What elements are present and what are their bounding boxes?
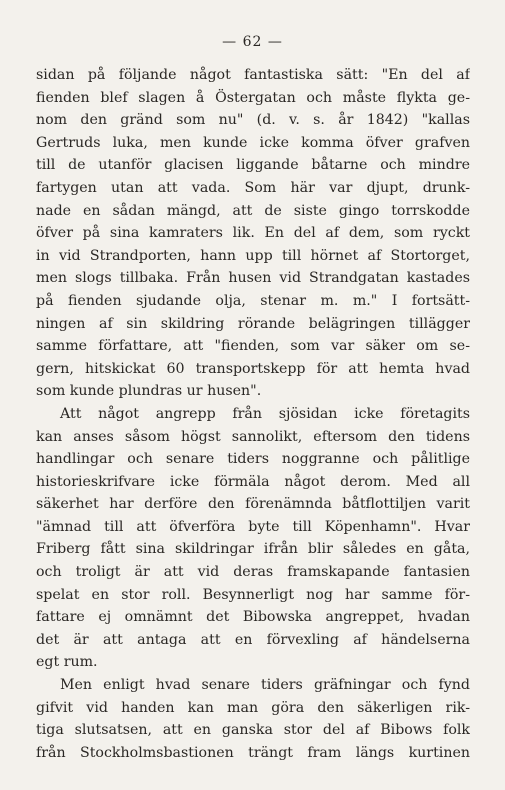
text-line: och troligt är att vid deras framskapande fantasien	[36, 564, 470, 581]
text-line: gifvit vid handen kan man göra den säkerligen rik-	[36, 699, 470, 716]
text-line: Men enligt hvad senare tiders gräfningar och fynd	[60, 677, 470, 694]
text-line: Gertruds luka, men kunde icke komma öfver grafven	[36, 134, 470, 151]
text-line: fienden blef slagen å Östergatan och måste flykta ge-	[36, 89, 470, 106]
text-line: Att något angrepp från sjösidan icke företagits	[60, 405, 470, 422]
text-line: spelat en stor roll. Besynnerligt nog har samme för-	[36, 586, 470, 603]
text-line: historieskrifvare icke förmäla något derom. Med all	[36, 473, 470, 490]
text-line: som kunde plundras ur husen".	[36, 383, 262, 400]
text-line: nade en sådan mängd, att de siste gingo torrskodde	[36, 202, 470, 219]
text-line: från Stockholmsbastionen trängt fram längs kurtinen	[36, 744, 470, 761]
text-line: "ämnad till att öfverföra byte till Köpenhamn". Hvar	[36, 518, 470, 535]
text-line: tiga slutsatsen, att en ganska stor del af Bibows folk	[36, 722, 470, 739]
text-line: ningen af sin skildring rörande belägringen tillägger	[36, 315, 470, 332]
text-line: sidan på följande något fantastiska sätt: "En del af	[36, 67, 470, 83]
text-line: Friberg fått sina skildringar ifrån blir således en gåta,	[36, 541, 470, 558]
page-number: — 62 —	[222, 34, 283, 50]
text-line: på fienden sjudande olja, stenar m. m." I fortsätt-	[36, 292, 470, 309]
text-line: det är att antaga att en förvexling af händelserna	[36, 631, 470, 648]
text-line: men slogs tillbaka. Från husen vid Strandgatan kastades	[36, 270, 470, 287]
text-line: öfver på sina kamraters lik. En del af dem, som ryckt	[36, 225, 470, 242]
text-line: egt rum.	[36, 654, 98, 671]
text-line: till de utanför glacisen liggande båtarne och mindre	[36, 157, 470, 174]
text-line: fattare ej omnämnt det Bibowska angreppet, hvadan	[36, 609, 470, 626]
body-text	[36, 64, 470, 764]
text-line: samme författare, att "fienden, som var säker om se-	[36, 338, 470, 355]
text-line: nom den gränd som nu" (d. v. s. år 1842) "kallas	[36, 112, 470, 129]
text-line: gern, hitskickat 60 transportskepp för att hemta hvad	[36, 360, 470, 377]
text-line: handlingar och senare tiders noggranne och pålitlige	[36, 451, 470, 468]
text-line: fartygen utan att vada. Som här var djupt, drunk-	[36, 179, 470, 196]
text-line: säkerhet har derföre den förenämnda båtflottiljen varit	[36, 496, 470, 513]
text-line: kan anses såsom högst sannolikt, eftersom den tidens	[36, 428, 470, 445]
text-line: in vid Strandporten, hann upp till hörnet af Stortorget,	[36, 247, 470, 264]
